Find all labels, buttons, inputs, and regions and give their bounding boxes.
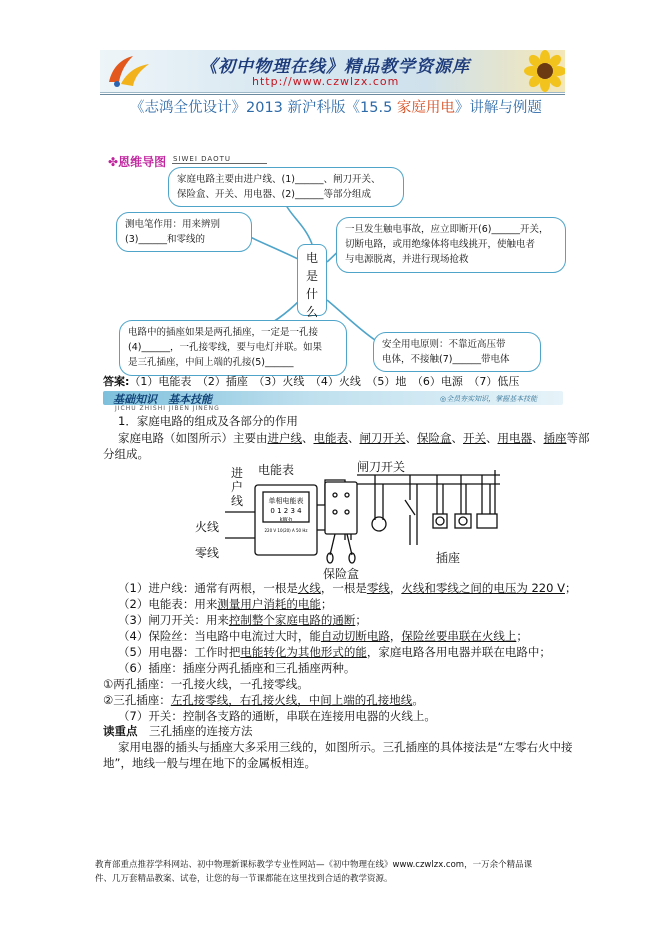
meter-label: 电能表 xyxy=(258,463,295,477)
list-item: （2）电能表：用来测量用户消耗的电能； xyxy=(118,597,333,611)
document-title: 《志鸿全优设计》2013 新沪科版《15.5 家庭用电》讲解与例题 xyxy=(130,100,542,116)
list-item: ②三孔插座：左孔接零线，右孔接火线，中间上端的孔接地线。 xyxy=(103,693,424,707)
section-en: JICHU ZHISHI JIBEN JINENG xyxy=(115,405,220,412)
list-item: （6）插座：插座分两孔插座和三孔插座两种。 xyxy=(118,661,356,675)
meter-spec: 220 V 10(20) A 50 Hz xyxy=(264,528,308,533)
list-item: ①两孔插座：一孔接火线，一孔接零线。 xyxy=(103,677,309,691)
mindmap-bubble-electric-shock: 一旦发生触电事故，应立即断开(6)______开关， 切断电路，或用绝缘体将电线挑开，使触电者 与电源脱离，并进行现场抢救 xyxy=(336,217,566,273)
meter-digits: 0 1 2 3 4 xyxy=(270,507,302,515)
live-wire-label: 火线 xyxy=(195,520,220,534)
fuse-box-label: 保险盒 xyxy=(323,567,360,581)
list-item: （4）保险丝：当电路中电流过大时，能自动切断电路，保险丝要串联在火线上； xyxy=(118,629,528,643)
item1-line2: 分组成。 xyxy=(103,447,149,461)
list-item: （1）进户线：通常有两根，一根是火线，一根是零线，火线和零线之间的电压为 220 V； xyxy=(118,581,577,595)
mindmap-bubble-test-pen: 测电笔作用：用来辨别 (3)______和零线的 xyxy=(116,212,252,252)
page-footer: 教育部重点推荐学科网站、初中物理新课标教学专业性网站—《初中物理在线》www.czwlzx.com，一万余个精品课 件、几万套精品教案、试卷，让您的每一节课都能在这里找到合适的教学资源。 xyxy=(95,860,533,884)
mindmap-center-topic: 电 是 什 么 xyxy=(297,244,327,316)
switch-label: 闸刀开关 xyxy=(357,460,406,474)
list-item: （7）开关：控制各支路的通断，串联在连接用电器的火线上。 xyxy=(118,709,436,723)
item1-line1: 家庭电路（如图所示）主要由进户线、电能表、闸刀开关、保险盒、开关、用电器、插座等部 xyxy=(118,431,590,445)
socket-label: 插座 xyxy=(436,551,461,565)
mindmap-header-en: SIWEI DAOTU xyxy=(173,155,231,163)
mindmap-header: ✤恩维导图 xyxy=(108,155,167,169)
meter-face-title: 单相电能表 xyxy=(268,497,304,505)
neutral-wire-label: 零线 xyxy=(195,546,220,560)
list-item: （5）用电器：工作时把电能转化为其他形式的能，家庭电路各用电器并联在电路中； xyxy=(118,645,551,659)
focus-line1: 家用电器的插头与插座大多采用三线的，如图所示。三孔插座的具体接法是“左零右火中接 xyxy=(118,740,573,754)
meter-unit: kW·h xyxy=(279,517,293,523)
section-note: ◎全员夯实知识，掌握基本技能 xyxy=(440,395,538,403)
mindmap-bubble-safety: 安全用电原则：不靠近高压带 电体，不接触(7)______带电体 xyxy=(373,332,541,372)
mindmap-bubble-socket: 电路中的插座如果是两孔插座，一定是一孔接 (4)______，一孔接零线，要与电灯并联。如果 是三孔插座，中间上端的孔接(5)______ xyxy=(119,320,347,376)
banner-title: 《初中物理在线》精品教学资源库 xyxy=(200,57,470,77)
focus-line2: 地”，地线一般与埋在地下的金属板相连。 xyxy=(103,756,316,770)
item1-title: 1．家庭电路的组成及各部分的作用 xyxy=(118,414,298,428)
incoming-line-label: 进 户 线 xyxy=(231,466,244,508)
section-title: 基础知识 基本技能 xyxy=(113,393,212,406)
focus-heading: 读重点 三孔插座的连接方法 xyxy=(103,724,253,738)
list-item: （3）闸刀开关：用来控制整个家庭电路的通断； xyxy=(118,613,367,627)
mindmap-bubble-composition: 家庭电路主要由进户线、(1)______、闸刀开关、 保险盒、开关、用电器、(2)______等部分组成 xyxy=(168,167,404,207)
banner-url[interactable]: http://www.czwlzx.com xyxy=(252,75,400,88)
answer-line: 答案:（1）电能表 （2）插座 （3）火线 （4）火线 （5）地 （6）电源 （7）低压 xyxy=(103,375,520,388)
